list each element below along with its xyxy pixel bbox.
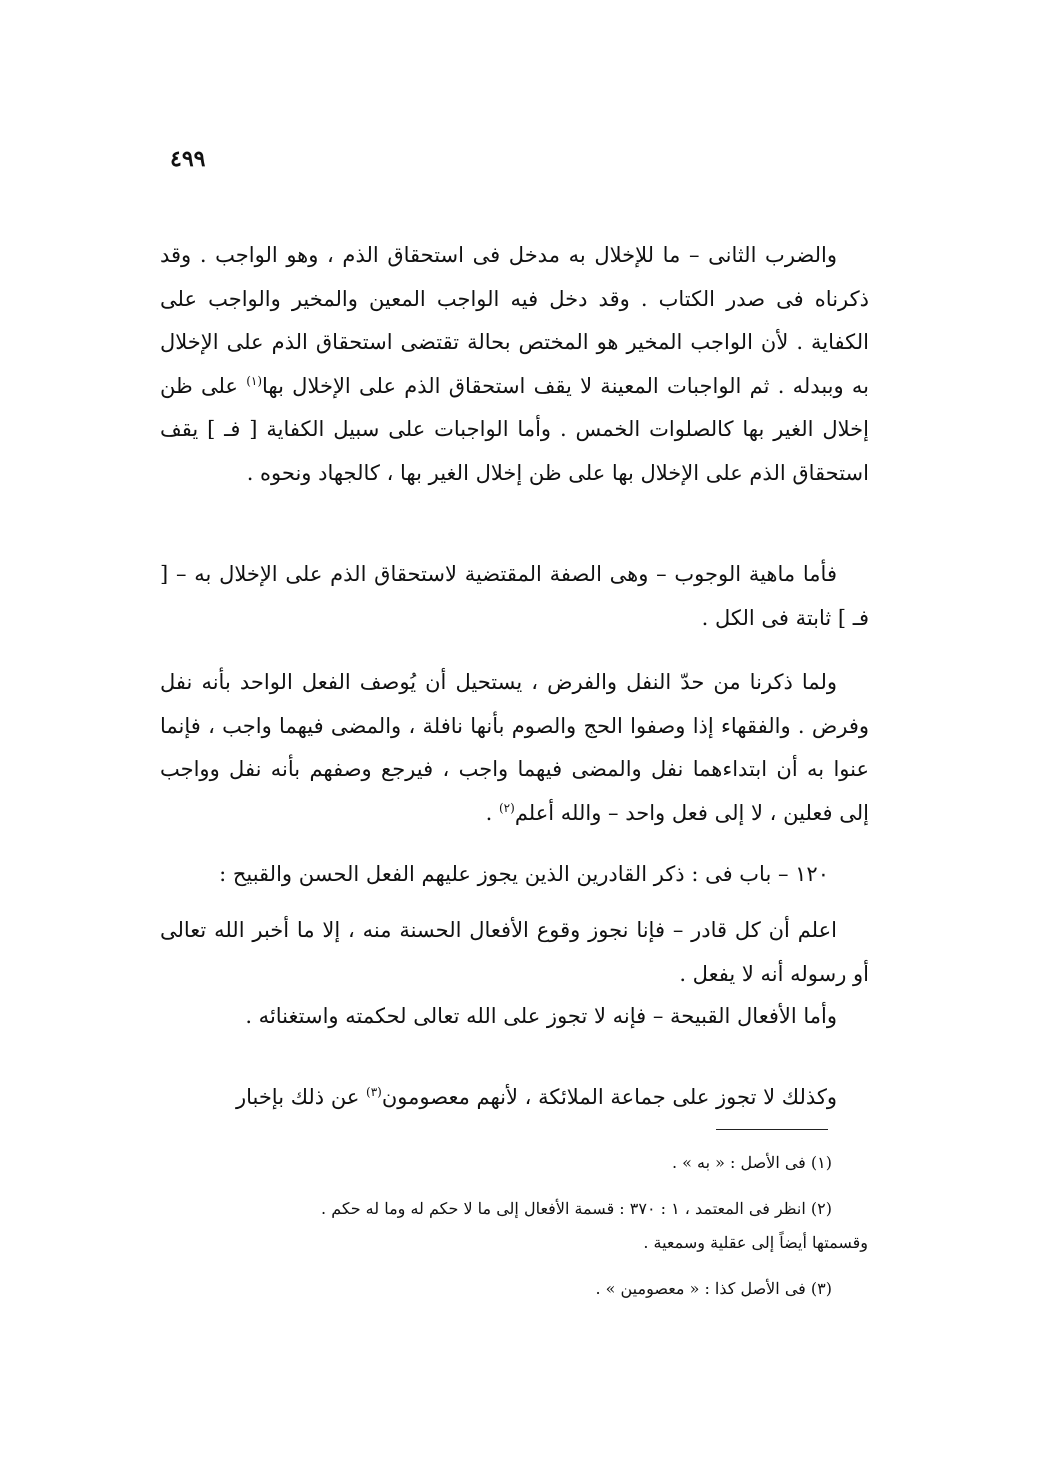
- footnote-2-continuation: وقسمتها أيضاً إلى عقلية وسمعية .: [643, 1233, 868, 1252]
- paragraph-evil-acts: [160, 995, 869, 1039]
- paragraph-text-start: وكذلك لا تجوز على جماعة الملائكة ، لأنهم معصومون: [381, 1085, 837, 1109]
- footnote-2: (٢) انظر فى المعتمد ، ١ : ٣٧٠ : قسمة الأفعال إلى ما لا حكم له وما له حكم .: [321, 1199, 832, 1218]
- footnote-1: (١) فى الأصل : « به » .: [671, 1153, 832, 1172]
- paragraph-every-capable-agent: [160, 909, 869, 996]
- footnote-divider: [716, 1129, 828, 1130]
- footnote-3: (٣) فى الأصل كذا : « معصومين » .: [595, 1279, 832, 1298]
- chapter-heading: ١٢٠ – باب فى : ذكر القادرين الذين يجوز عليهم الفعل الحسن والقبيح :: [219, 862, 829, 886]
- paragraph-text: فأما ماهية الوجوب – وهى الصفة المقتضية لاستحقاق الذم على الإخلال به – [ فـ ] ثابتة فى الكل .: [160, 562, 869, 630]
- paragraph-text: [160, 234, 869, 495]
- paragraph-text-end: عن ذلك بإخبار: [235, 1085, 367, 1109]
- paragraph-text: وأما الأفعال القبيحة – فإنه لا تجوز على الله تعالى لحكمته واستغنائه .: [245, 1004, 837, 1028]
- paragraph-text: اعلم أن كل قادر – فإنا نجوز وقوع الأفعال الحسنة منه ، إلا ما أخبر الله تعالى أو رسوله أنه لا يفعل .: [160, 918, 869, 986]
- paragraph-text-start: ولما ذكرنا من حدّ النفل والفرض ، يستحيل أن يُوصف الفعل الواحد بأنه نفل وفرض . والفقهاء إذا وصفوا الحج والصوم بأنها نافلة ، والمضى فيهما واجب ، فإنما عنوا به أن ابتداءهما نفل والمضى فيهما واجب ، فيرجع وصفهم بأنه نفل وواجب إلى فعلين ، لا إلى فعل واحد – والله أعلم: [160, 670, 869, 825]
- paragraph-supererogatory-and-obligatory: [160, 661, 869, 835]
- footnotes-section: [160, 1146, 868, 1306]
- page-number: ٤٩٩: [170, 146, 206, 172]
- footnote-ref-3[interactable]: (٣): [366, 1085, 382, 1099]
- paragraph-text-start: والضرب الثانى – ما للإخلال به مدخل فى استحقاق الذم ، وهو الواجب . وقد ذكرناه فى صدر الكتاب . وقد دخل فيه الواجب المعين والمخير والواجب على الكفاية . لأن الواجب المخير هو المختص بحالة تقتضى استحقاق الذم على الإخلال به وببدله . ثم الواجبات المعينة لا يقف استحقاق الذم على الإخلال بها: [160, 243, 869, 398]
- footnote-ref-2[interactable]: (٢): [498, 800, 515, 815]
- paragraph-text-end: على ظن إخلال الغير بها كالصلوات الخمس . وأما الواجبات على سبيل الكفاية [ فـ ] يقف استحقاق الذم على الإخلال بها على ظن إخلال الغير بها ، كالجهاد ونحوه .: [160, 373, 869, 485]
- paragraph-text: [160, 661, 869, 835]
- paragraph-text: [160, 1076, 869, 1120]
- paragraph-obligation-types: [160, 234, 869, 495]
- paragraph-text-end: .: [485, 800, 499, 825]
- paragraph-angels: [160, 1076, 869, 1120]
- paragraph-nature-of-obligation: [160, 553, 869, 640]
- footnote-ref-1[interactable]: (١): [246, 373, 263, 388]
